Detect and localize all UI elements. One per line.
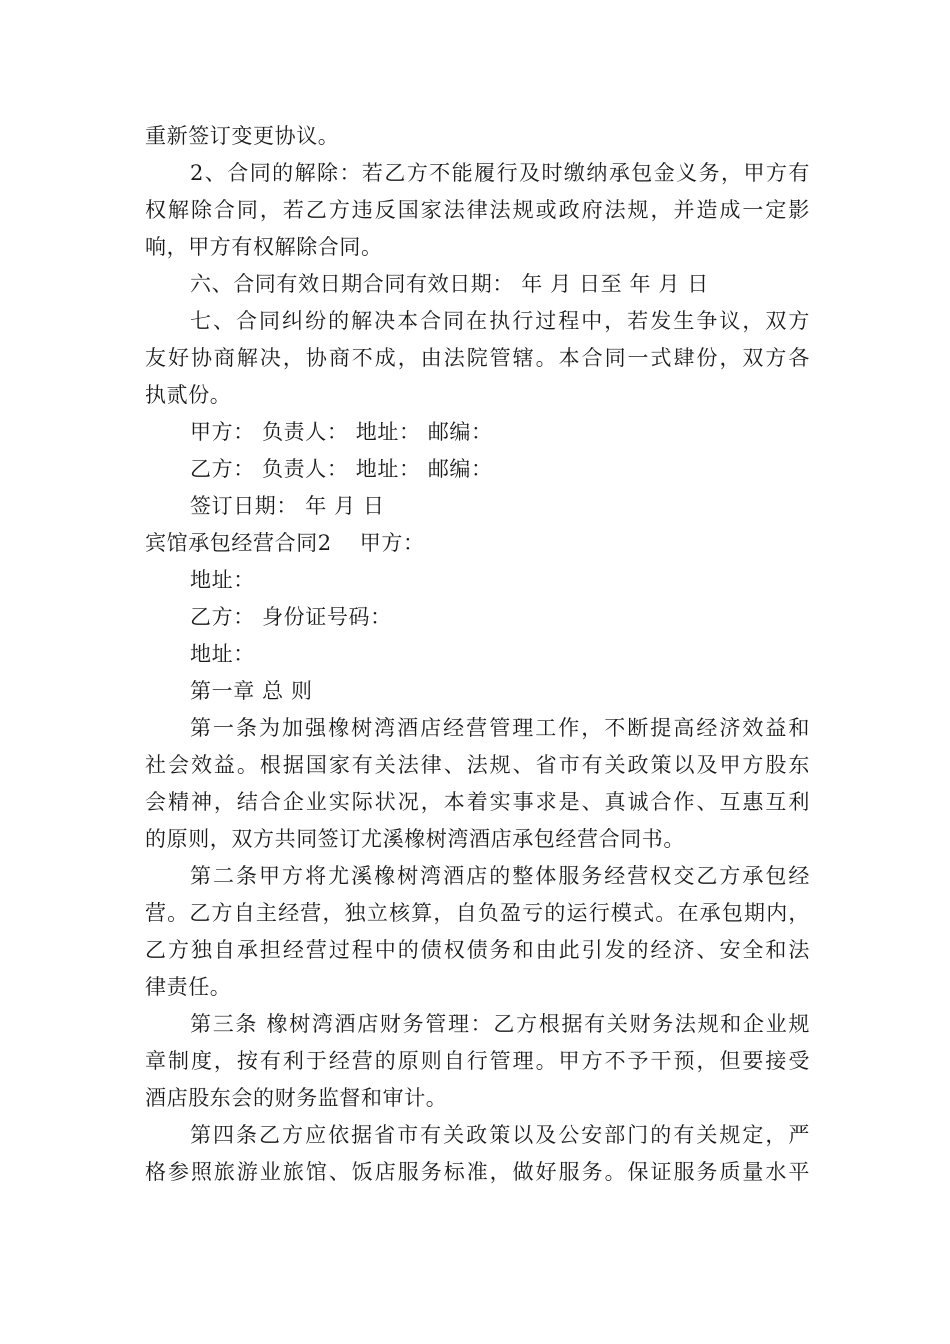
text-line: 酒店股东会的财务监督和审计。 (145, 1086, 448, 1110)
text-line: 社会效益。根据国家有关法律、法规、省市有关政策以及甲方股东 (145, 753, 810, 777)
text-line: 七、合同纠纷的解决本合同在执行过程中，若发生争议，双方 (190, 309, 810, 333)
contract-title: 宾馆承包经营合同2 (145, 531, 332, 555)
text-line: 章制度，按有利于经营的原则自行管理。甲方不予干预，但要接受 (145, 1049, 810, 1073)
text-line: 执贰份。 (145, 383, 232, 407)
text-line: 响，甲方有权解除合同。 (145, 235, 383, 259)
text-line: 营。乙方自主经营，独立核算，自负盈亏的运行模式。在承包期内， (145, 901, 810, 925)
text-line (145, 525, 810, 562)
chapter-heading: 第一章 总 则 (190, 679, 313, 703)
text-line: 会精神，结合企业实际状况，本着实事求是、真诚合作、互惠互利 (145, 790, 810, 814)
text-line: 权解除合同，若乙方违反国家法律法规或政府法规，并造成一定影 (145, 198, 810, 222)
text-line: 友好协商解决，协商不成，由法院管辖。本合同一式肆份，双方各 (145, 346, 810, 370)
text-line: 2、合同的解除：若乙方不能履行及时缴纳承包金义务，甲方有 (190, 161, 810, 185)
text-line: 地址： (190, 642, 255, 666)
text-line: 甲方： 负责人： 地址： 邮编： (190, 420, 493, 444)
text-line: 格参照旅游业旅馆、饭店服务标准，做好服务。保证服务质量水平 (145, 1160, 810, 1184)
text-line: 地址： (190, 568, 255, 592)
text-line: 重新签订变更协议。 (145, 124, 340, 148)
text-line: 第三条 橡树湾酒店财务管理：乙方根据有关财务法规和企业规 (190, 1012, 810, 1036)
text-line: 第一条为加强橡树湾酒店经营管理工作，不断提高经济效益和 (190, 716, 810, 740)
party-a-label: 甲方： (359, 531, 425, 555)
text-line: 六、合同有效日期合同有效日期： 年 月 日至 年 月 日 (190, 272, 709, 296)
text-line: 签订日期： 年 月 日 (190, 494, 385, 518)
text-line: 第二条甲方将尤溪橡树湾酒店的整体服务经营权交乙方承包经 (190, 864, 810, 888)
text-line: 的原则，双方共同签订尤溪橡树湾酒店承包经营合同书。 (145, 827, 685, 851)
text-line: 乙方： 身份证号码： (190, 605, 392, 629)
text-line: 乙方独自承担经营过程中的债权债务和由此引发的经济、安全和法 (145, 938, 810, 962)
text-line: 乙方： 负责人： 地址： 邮编： (190, 457, 493, 481)
text-line: 第四条乙方应依据省市有关政策以及公安部门的有关规定，严 (190, 1123, 810, 1147)
text-line: 律责任。 (145, 975, 232, 999)
